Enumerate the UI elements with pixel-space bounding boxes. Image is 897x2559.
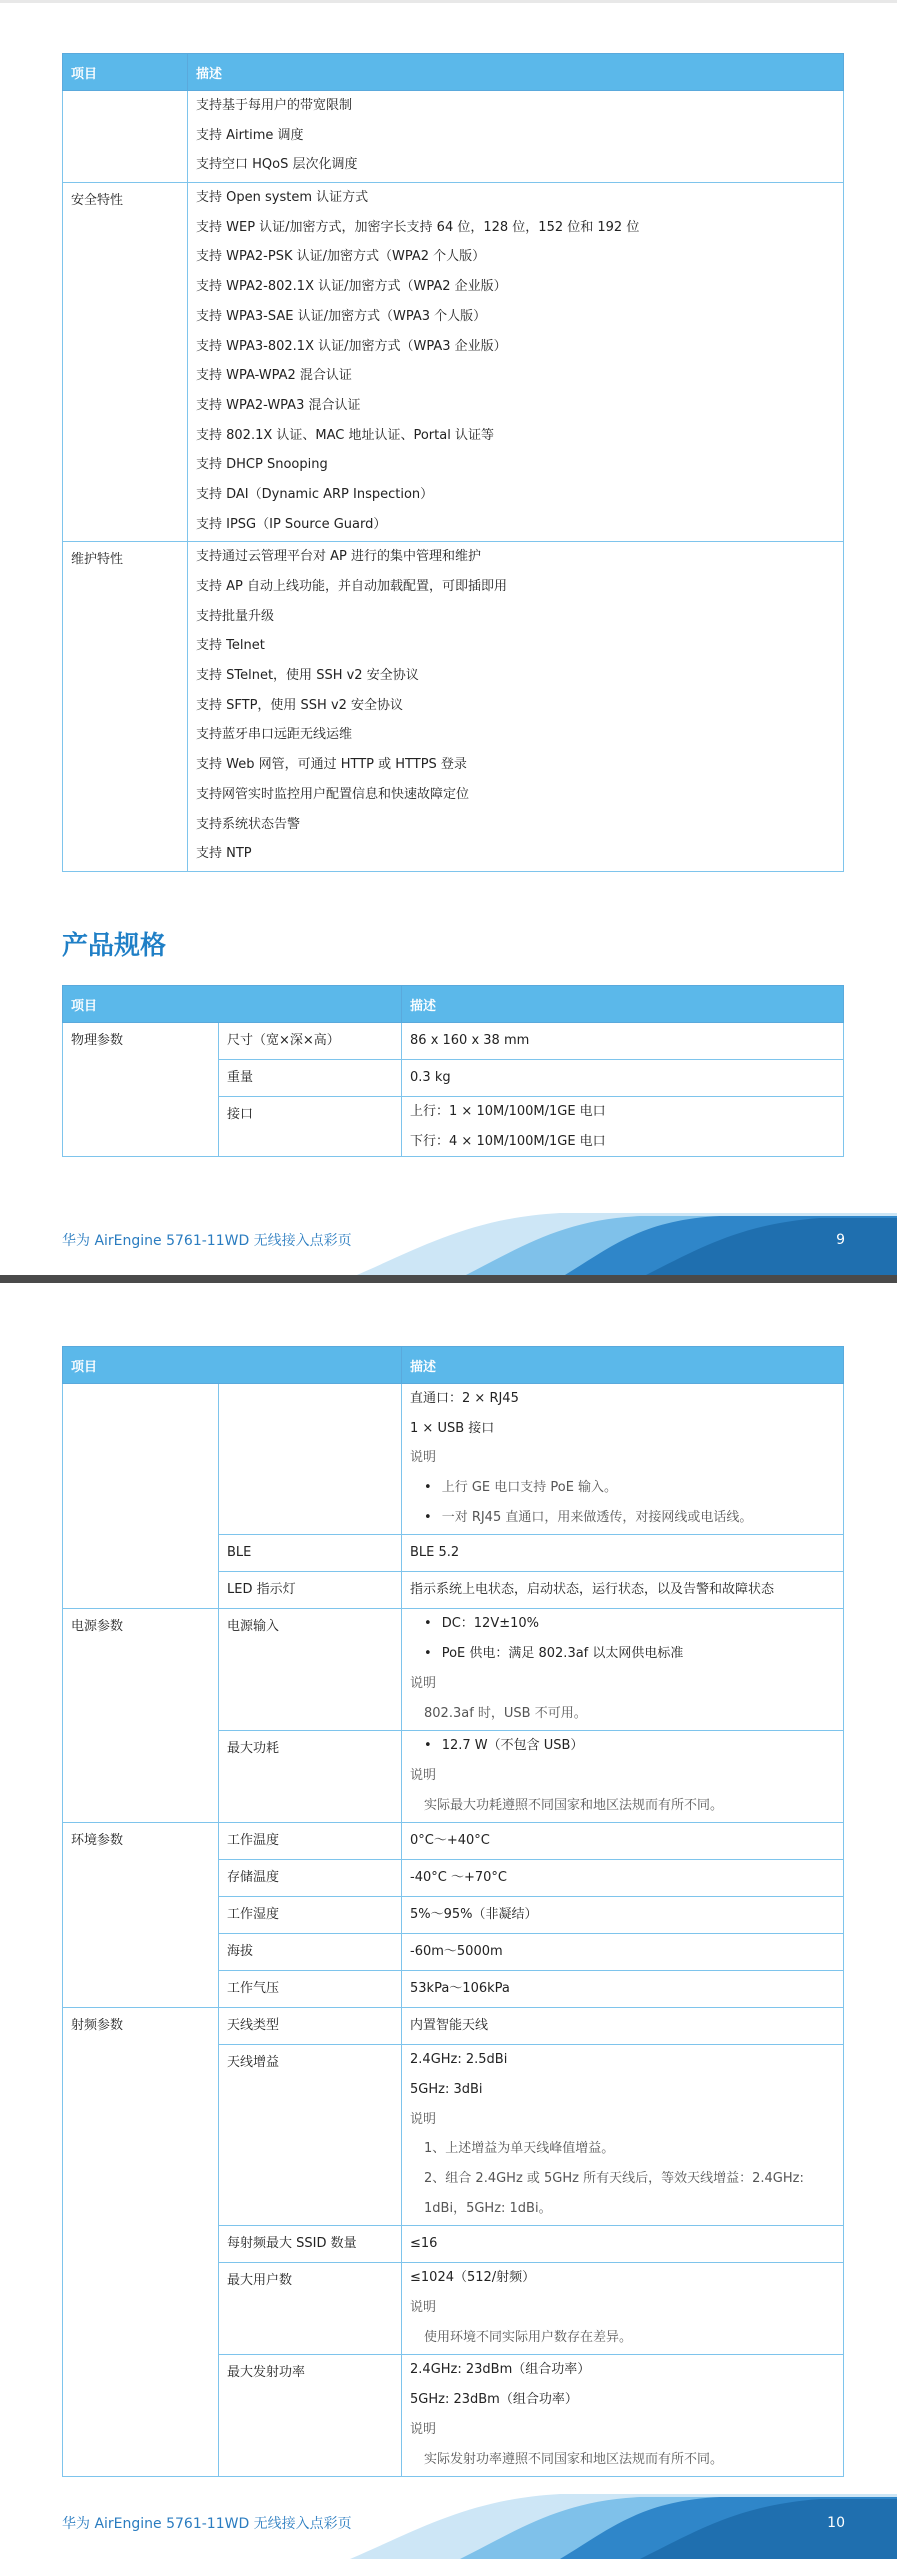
param-value: -60m～5000m <box>402 1934 844 1971</box>
spec-table-continued <box>62 1346 844 2477</box>
row-desc <box>188 183 844 542</box>
param-value: ≤16 <box>402 2226 844 2263</box>
param-value: 53kPa～106kPa <box>402 1971 844 2008</box>
table-row <box>63 183 844 542</box>
table-header-row <box>63 54 844 91</box>
param-value: 0.3 kg <box>402 1060 844 1097</box>
value-bullet: • 12.7 W（不包含 USB） <box>410 1731 835 1761</box>
header-desc: 描述 <box>402 986 844 1023</box>
desc-line: 支持 DAI（Dynamic ARP Inspection） <box>196 486 434 502</box>
header-item: 项目 <box>63 1347 402 1384</box>
spec-table <box>62 985 844 1157</box>
value-line: 2.4GHz: 2.5dBi <box>410 2052 508 2068</box>
param-name: 重量 <box>219 1060 402 1097</box>
desc-line: 支持系统状态告警 <box>196 816 301 832</box>
page-number: 9 <box>836 1232 845 1248</box>
value-bullet: • DC：12V±10% <box>410 1609 835 1639</box>
value-line: 5GHz: 23dBm（组合功率） <box>410 2392 578 2408</box>
param-value <box>402 2045 844 2226</box>
note-text: 802.3af 时，USB 不可用。 <box>424 1705 587 1721</box>
desc-line: 支持 WEP 认证/加密方式，加密字长支持 64 位，128 位，152 位和 192 位 <box>196 219 640 235</box>
desc-line: 支持基于每用户的带宽限制 <box>196 98 353 113</box>
table-row <box>63 1823 844 1860</box>
desc-line: 支持 Open system 认证方式 <box>196 190 369 206</box>
value-line: 直通口：2 × RJ45 <box>410 1391 519 1406</box>
param-value: 指示系统上电状态，启动状态，运行状态，以及告警和故障状态 <box>402 1572 844 1609</box>
footer-title: 华为 AirEngine 5761-11WD 无线接入点彩页 <box>62 2516 352 2532</box>
table-row <box>63 1609 844 1731</box>
param-value <box>402 2355 844 2477</box>
desc-line: 支持 STelnet，使用 SSH v2 安全协议 <box>196 668 419 684</box>
param-value: 0°C～+40°C <box>402 1823 844 1860</box>
page-9 <box>0 3 897 1249</box>
param-name: 工作湿度 <box>219 1897 402 1934</box>
desc-line: 支持网管实时监控用户配置信息和快速故障定位 <box>196 786 470 802</box>
desc-line: 支持 WPA2-802.1X 认证/加密方式（WPA2 企业版） <box>196 279 507 295</box>
note-label: 说明 <box>410 1767 437 1783</box>
note-label: 说明 <box>410 1450 437 1466</box>
param-name: 天线类型 <box>219 2008 402 2045</box>
note-label: 说明 <box>410 2421 437 2437</box>
param-value <box>402 1609 844 1731</box>
param-name: 每射频最大 SSID 数量 <box>219 2226 402 2263</box>
desc-line: 支持 WPA-WPA2 混合认证 <box>196 368 352 384</box>
row-label <box>63 91 188 183</box>
header-desc: 描述 <box>188 54 844 91</box>
page-10 <box>0 1283 897 2559</box>
group-label-power: 电源参数 <box>63 1609 219 1823</box>
note-text: 使用环境不同实际用户数存在差异。 <box>424 2329 633 2345</box>
desc-line: 支持 DHCP Snooping <box>196 457 328 473</box>
param-name: 工作气压 <box>219 1971 402 2008</box>
group-label-env: 环境参数 <box>63 1823 219 2008</box>
page-footer <box>0 2489 897 2559</box>
value-line: 2.4GHz: 23dBm（组合功率） <box>410 2362 591 2378</box>
param-name: 工作温度 <box>219 1823 402 1860</box>
table-row <box>63 2008 844 2045</box>
header-item: 项目 <box>63 54 188 91</box>
param-name-empty <box>219 1384 402 1535</box>
row-label-security: 安全特性 <box>63 183 188 542</box>
section-title: 产品规格 <box>62 931 167 961</box>
group-label: 物理参数 <box>63 1023 219 1157</box>
param-name: 尺寸（宽×深×高） <box>219 1023 402 1060</box>
note-text: 实际发射功率遵照不同国家和地区法规而有所不同。 <box>424 2451 724 2467</box>
page-number: 10 <box>827 2515 845 2531</box>
desc-line: 支持 Web 网管，可通过 HTTP 或 HTTPS 登录 <box>196 757 467 773</box>
note-text: 实际最大功耗遵照不同国家和地区法规而有所不同。 <box>424 1797 724 1813</box>
param-name: 海拔 <box>219 1934 402 1971</box>
param-name: 最大发射功率 <box>219 2355 402 2477</box>
note-text: 1、上述增益为单天线峰值增益。 <box>424 2141 615 2157</box>
value-line: 1 × USB 接口 <box>410 1420 495 1436</box>
note-text: 1dBi，5GHz: 1dBi。 <box>424 2200 552 2216</box>
row-desc <box>188 542 844 872</box>
desc-line: 支持 IPSG（IP Source Guard） <box>196 516 387 532</box>
desc-line: 支持批量升级 <box>196 608 275 624</box>
value-line: 下行：4 × 10M/100M/1GE 电口 <box>410 1133 606 1149</box>
param-name: 最大功耗 <box>219 1731 402 1823</box>
row-label-maintenance: 维护特性 <box>63 542 188 872</box>
param-name: 接口 <box>219 1097 402 1157</box>
value-line: 5GHz: 3dBi <box>410 2081 483 2097</box>
note-label: 说明 <box>410 1675 437 1691</box>
desc-line: 支持 NTP <box>196 846 252 862</box>
group-label-rf: 射频参数 <box>63 2008 219 2477</box>
desc-line: 支持蓝牙串口远距无线运维 <box>196 727 353 743</box>
desc-line: 支持 AP 自动上线功能，并自动加载配置，可即插即用 <box>196 579 507 594</box>
param-name: 电源输入 <box>219 1609 402 1731</box>
value-line: 上行：1 × 10M/100M/1GE 电口 <box>410 1104 606 1119</box>
note-label: 说明 <box>410 2111 437 2127</box>
param-name: LED 指示灯 <box>219 1572 402 1609</box>
row-desc <box>188 91 844 183</box>
desc-line: 支持 WPA2-PSK 认证/加密方式（WPA2 个人版） <box>196 249 486 265</box>
table-header-row <box>63 986 844 1023</box>
desc-line: 支持 WPA3-SAE 认证/加密方式（WPA3 个人版） <box>196 308 487 324</box>
param-value <box>402 2263 844 2355</box>
header-desc: 描述 <box>402 1347 844 1384</box>
param-value: 86 x 160 x 38 mm <box>402 1023 844 1060</box>
header-item: 项目 <box>63 986 402 1023</box>
desc-line: 支持 WPA3-802.1X 认证/加密方式（WPA3 企业版） <box>196 338 507 354</box>
param-value: -40°C ～+70°C <box>402 1860 844 1897</box>
desc-line: 支持 Telnet <box>196 638 265 654</box>
param-name: BLE <box>219 1535 402 1572</box>
param-value: 内置智能天线 <box>402 2008 844 2045</box>
value-bullet: • PoE 供电：满足 802.3af 以太网供电标准 <box>410 1639 835 1669</box>
desc-line: 支持 SFTP，使用 SSH v2 安全协议 <box>196 697 404 713</box>
value-line: ≤1024（512/射频） <box>410 2270 536 2286</box>
param-name: 最大用户数 <box>219 2263 402 2355</box>
note-bullet: • 一对 RJ45 直通口，用来做透传，对接网线或电话线。 <box>410 1503 835 1533</box>
desc-line: 支持空口 HQoS 层次化调度 <box>196 157 358 173</box>
note-text: 2、组合 2.4GHz 或 5GHz 所有天线后，等效天线增益：2.4GHz: <box>424 2171 804 2186</box>
param-value: BLE 5.2 <box>402 1535 844 1572</box>
param-value <box>402 1731 844 1823</box>
features-table <box>62 53 844 872</box>
table-row <box>63 1384 844 1535</box>
table-row <box>63 91 844 183</box>
group-label-empty <box>63 1384 219 1609</box>
table-row <box>63 1023 844 1060</box>
desc-line: 支持 WPA2-WPA3 混合认证 <box>196 397 361 413</box>
param-name: 天线增益 <box>219 2045 402 2226</box>
table-header-row <box>63 1347 844 1384</box>
param-value <box>402 1097 844 1157</box>
note-label: 说明 <box>410 2300 437 2316</box>
desc-line: 支持 802.1X 认证、MAC 地址认证、Portal 认证等 <box>196 427 494 443</box>
table-row <box>63 542 844 872</box>
footer-title: 华为 AirEngine 5761-11WD 无线接入点彩页 <box>62 1233 352 1249</box>
param-value <box>402 1384 844 1535</box>
page-separator <box>0 1275 897 1283</box>
desc-line: 支持通过云管理平台对 AP 进行的集中管理和维护 <box>196 549 481 565</box>
note-bullet: • 上行 GE 电口支持 PoE 输入。 <box>410 1473 835 1503</box>
desc-line: 支持 Airtime 调度 <box>196 127 304 143</box>
page-footer <box>0 1208 897 1278</box>
param-value: 5%～95%（非凝结） <box>402 1897 844 1934</box>
param-name: 存储温度 <box>219 1860 402 1897</box>
